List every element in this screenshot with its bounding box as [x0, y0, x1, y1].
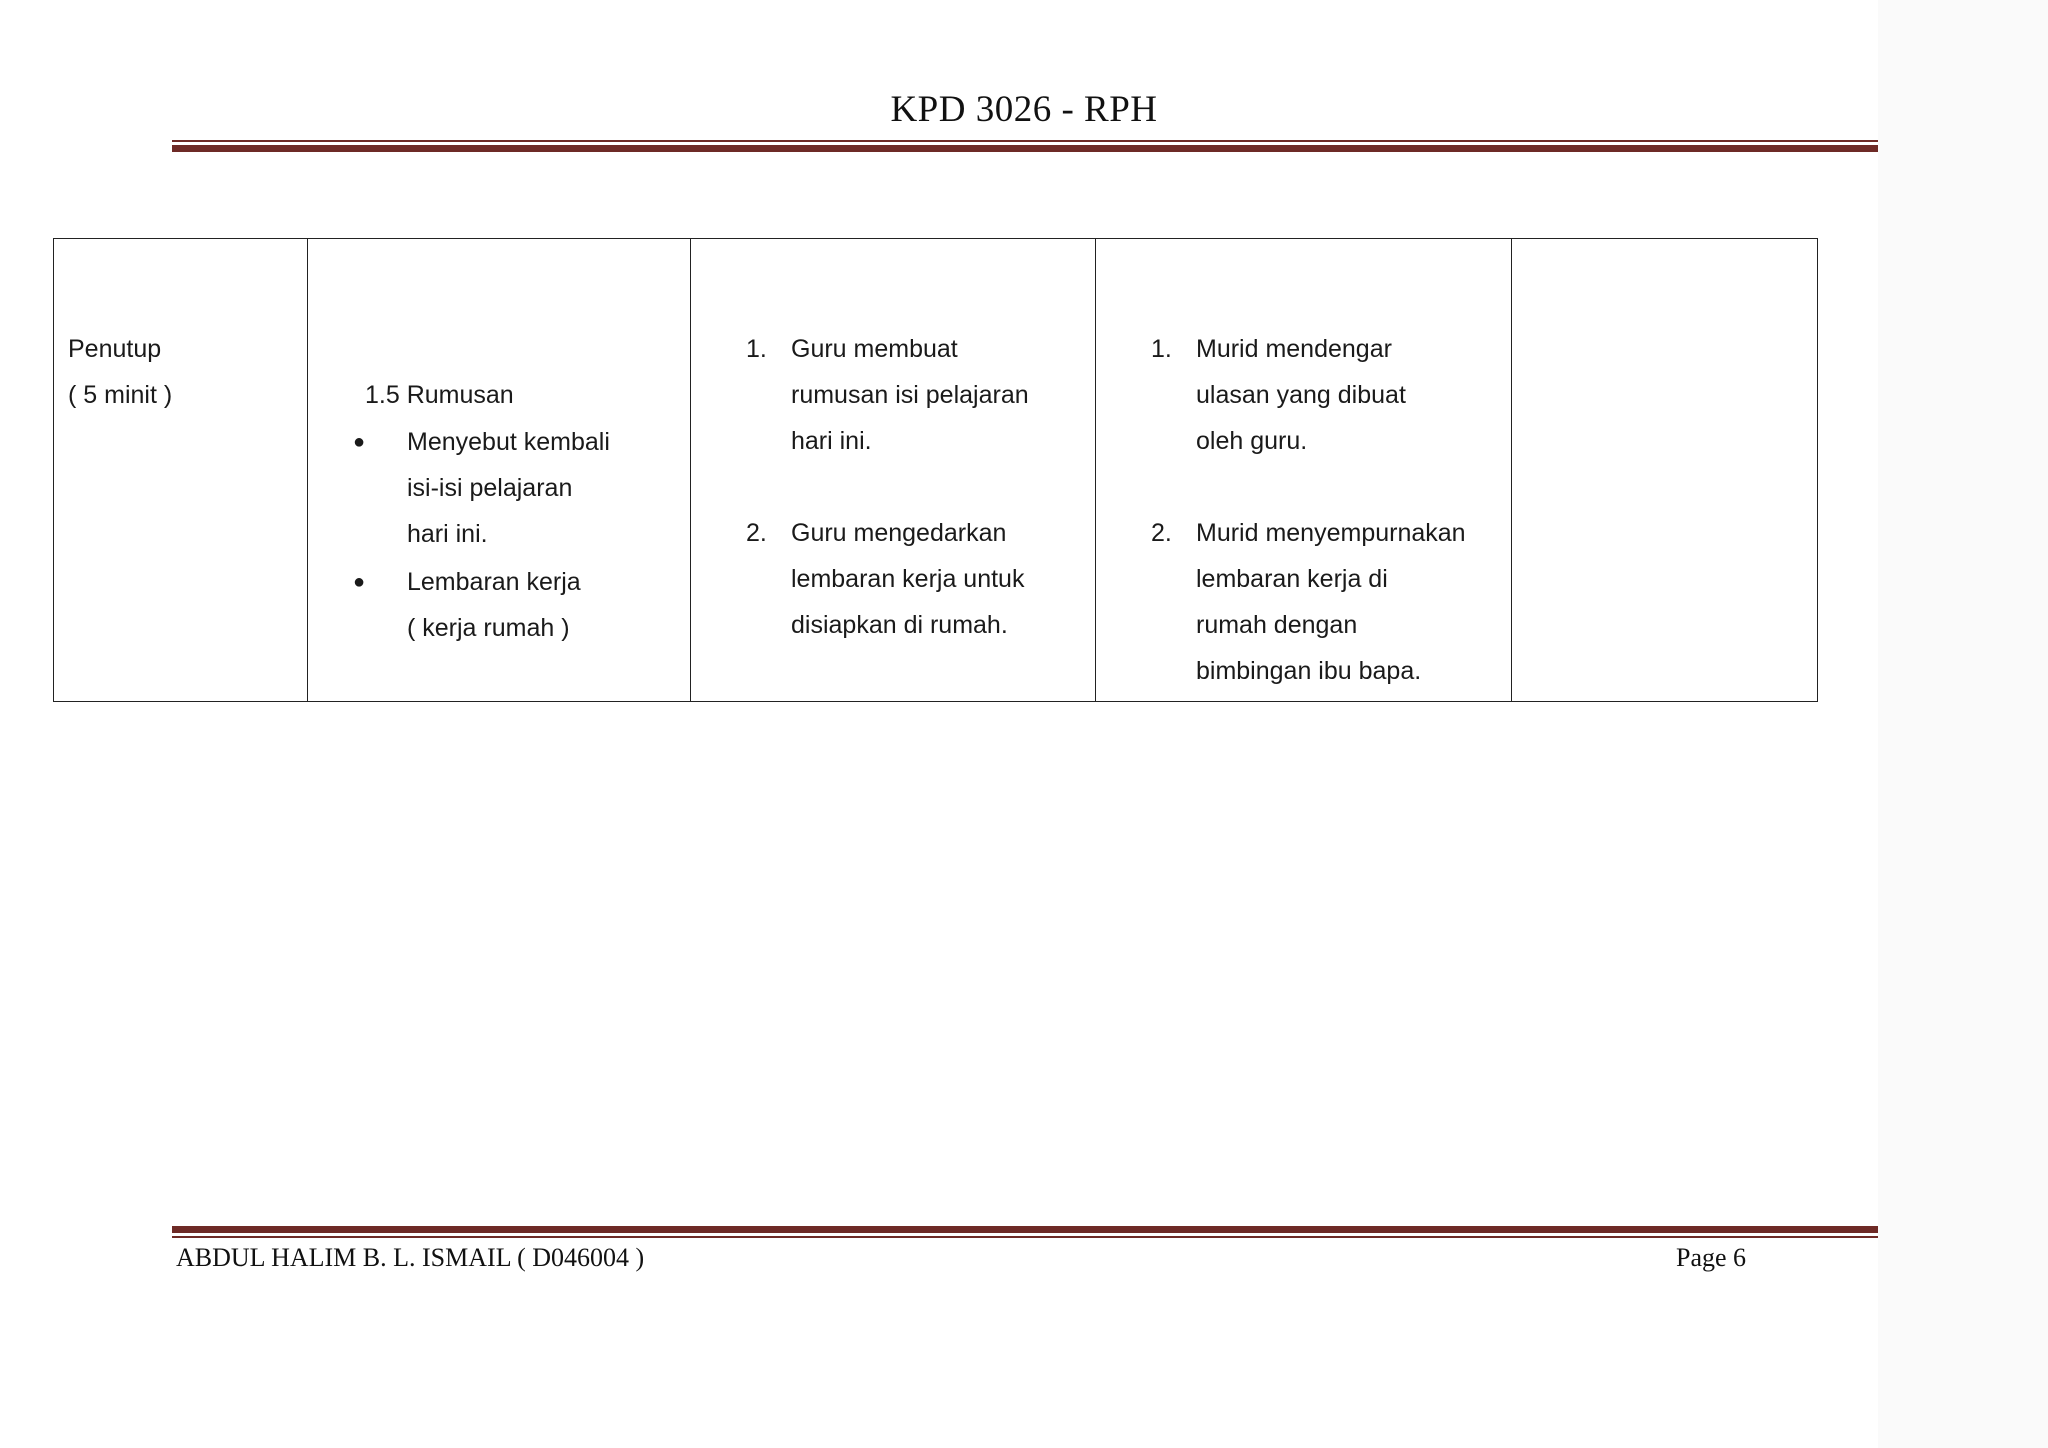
stage-name: Penutup	[68, 335, 162, 363]
header-rule	[172, 140, 1878, 152]
student-activity-cell	[1096, 239, 1512, 702]
lesson-plan-table	[53, 238, 1818, 702]
content-title: 1.5 Rumusan	[365, 381, 514, 409]
teacher-activity-list	[746, 326, 1081, 694]
table-row	[54, 239, 1818, 702]
bullet-icon: ●	[353, 431, 366, 453]
stage-cell	[54, 239, 308, 702]
list-item: 2. Guru mengedarkan lembaran kerja untuk disiapkan di rumah.	[746, 519, 1025, 639]
footer-page-number: Page 6	[1676, 1243, 1747, 1272]
content-bullet-list	[353, 419, 677, 653]
notes-content	[1512, 239, 1817, 701]
bullet-icon: ●	[353, 571, 366, 593]
notes-cell	[1512, 239, 1818, 702]
list-item: ● Lembaran kerja ( kerja rumah )	[407, 559, 677, 651]
list-item: 1. Guru membuat rumusan isi pelajaran hari ini.	[746, 335, 1029, 455]
list-item: ● Menyebut kembali isi-isi pelajaran hari ini.	[407, 419, 677, 557]
footer-author: ABDUL HALIM B. L. ISMAIL ( D046004 )	[176, 1243, 645, 1272]
page-header-title: KPD 3026 - RPH	[890, 89, 1158, 130]
page-edge-shade	[1878, 0, 2048, 1448]
student-activity-list	[1151, 326, 1496, 740]
content-cell	[308, 239, 691, 702]
stage-duration: ( 5 minit )	[68, 381, 173, 409]
list-item: 2. Murid menyempurnakan lembaran kerja di rumah dengan bimbingan ibu bapa.	[1151, 519, 1466, 685]
list-item: 1. Murid mendengar ulasan yang dibuat oleh guru.	[1151, 335, 1406, 455]
stage-label	[68, 326, 172, 418]
teacher-activity-cell	[691, 239, 1096, 702]
footer-rule	[172, 1226, 1878, 1238]
